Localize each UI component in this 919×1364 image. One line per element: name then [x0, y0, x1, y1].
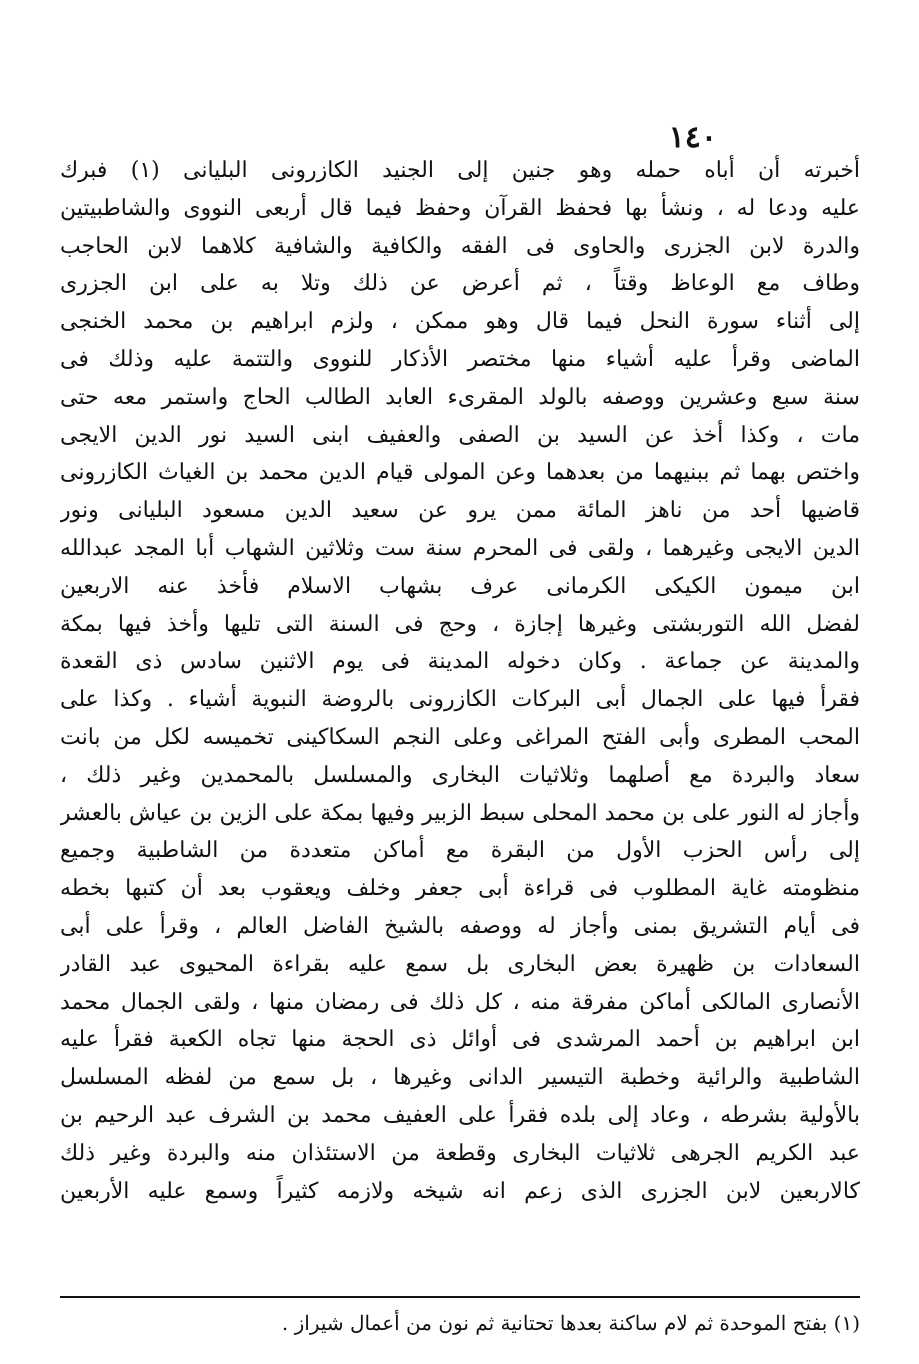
text-line: عليه ودعا له ، ونشأ بها فحفظ القرآن وحفظ فيما قال أربعى النووى والشاطبيتين: [60, 195, 860, 221]
text-line: الماضى وقرأ عليه أشياء منها مختصر الأذكار للنووى والتتمة عليه وذلك فى: [60, 346, 860, 372]
text-line: وطاف مع الوعاظ وقتاً ، ثم أعرض عن ذلك وتلا به على ابن الجزرى: [60, 271, 860, 297]
text-line: بالأولية بشرطه ، وعاد إلى بلده فقرأ على العفيف محمد بن الشرف عبد الرحيم بن: [60, 1102, 860, 1128]
page-number: ١٤٠: [668, 120, 717, 155]
text-line: إلى رأس الحزب الأول من البقرة مع أماكن متعددة من الشاطبية وجميع: [60, 838, 860, 864]
text-line: كالاربعين لابن الجزرى الذى زعم انه شيخه ولازمه كثيراً وسمع عليه الأربعين: [60, 1178, 860, 1204]
text-line: قاضيها أحد من ناهز المائة ممن يرو عن سعيد الدين مسعود البليانى ونور: [60, 498, 860, 524]
text-line: سنة سبع وعشرين ووصفه بالولد المقرىء العابد الطالب الحاج واستمر معه حتى: [60, 384, 860, 410]
text-line: الدين الايجى وغيرهما ، ولقى فى المحرم سنة ست وثلاثين الشهاب أبا المجد عبدالله: [60, 535, 860, 561]
text-line: إلى أثناء سورة النحل فيما قال وهو ممكن ، ولزم ابراهيم بن محمد الخنجى: [60, 309, 860, 335]
body-text: [60, 152, 860, 1210]
text-line: المحب المطرى وأبى الفتح المراغى وعلى النجم السكاكينى تخميسه لكل من بانت: [60, 724, 860, 750]
text-line: لفضل الله التوربشتى وغيرها إجازة ، وحج فى السنة التى تليها وأخذ فيها بمكة: [60, 611, 860, 637]
text-line: وأجاز له النور على بن محمد المحلى سبط الزبير وفيها بمكة على الزين بن عياش بالعشر: [60, 800, 860, 826]
text-line: الشاطبية والرائية وخطبة التيسير الدانى وغيرها ، بل سمع من لفظه المسلسل: [60, 1065, 860, 1091]
text-line: والدرة لابن الجزرى والحاوى فى الفقه والكافية والشافية كلاهما لابن الحاجب: [60, 233, 860, 259]
text-line: أخبرته أن أباه حمله وهو جنين إلى الجنيد الكازرونى البليانى (١) فبرك: [60, 158, 860, 183]
text-line: السعادات بن ظهيرة بعض البخارى بل سمع عليه بقراءة المحيوى عبد القادر: [60, 951, 860, 977]
text-line: مات ، وكذا أخذ عن السيد بن الصفى والعفيف ابنى السيد نور الدين الايجى: [60, 422, 860, 448]
text-line: سعاد والبردة مع أصلهما وثلاثيات البخارى والمسلسل بالمحمدين وغير ذلك ،: [60, 762, 860, 788]
text-line: عبد الكريم الجرهى ثلاثيات البخارى وقطعة من الاستئذان منه والبردة وغير ذلك: [60, 1140, 860, 1166]
footnote: (١) بفتح الموحدة ثم لام ساكنة بعدها تحتانية ثم نون من أعمال شيراز .: [281, 1311, 860, 1335]
text-line: ابن ميمون الكيكى الكرمانى عرف بشهاب الاسلام فأخذ عنه الاربعين: [60, 573, 860, 599]
footnote-divider: [60, 1296, 860, 1298]
text-line: منظومته غاية المطلوب فى قراءة أبى جعفر وخلف ويعقوب بعد أن كتبها بخطه: [60, 876, 860, 902]
text-line: ابن ابراهيم بن أحمد المرشدى فى أوائل ذى الحجة منها تجاه الكعبة فقرأ عليه: [60, 1027, 860, 1053]
text-line: الأنصارى المالكى أماكن مفرقة منه ، كل ذلك فى رمضان منها ، ولقى الجمال محمد: [60, 989, 860, 1015]
text-line: فقرأ فيها على الجمال أبى البركات الكازرونى بالروضة النبوية أشياء . وكذا على: [60, 687, 860, 713]
text-line: والمدينة عن جماعة . وكان دخوله المدينة فى يوم الاثنين سادس ذى القعدة: [60, 649, 860, 675]
text-line: فى أيام التشريق بمنى وأجاز له ووصفه بالشيخ الفاضل العالم ، وقرأ على أبى: [60, 913, 860, 939]
text-line: واختص بهما ثم ببنيهما من بعدهما وعن المولى قيام الدين محمد بن الغياث الكازرونى: [60, 460, 860, 486]
